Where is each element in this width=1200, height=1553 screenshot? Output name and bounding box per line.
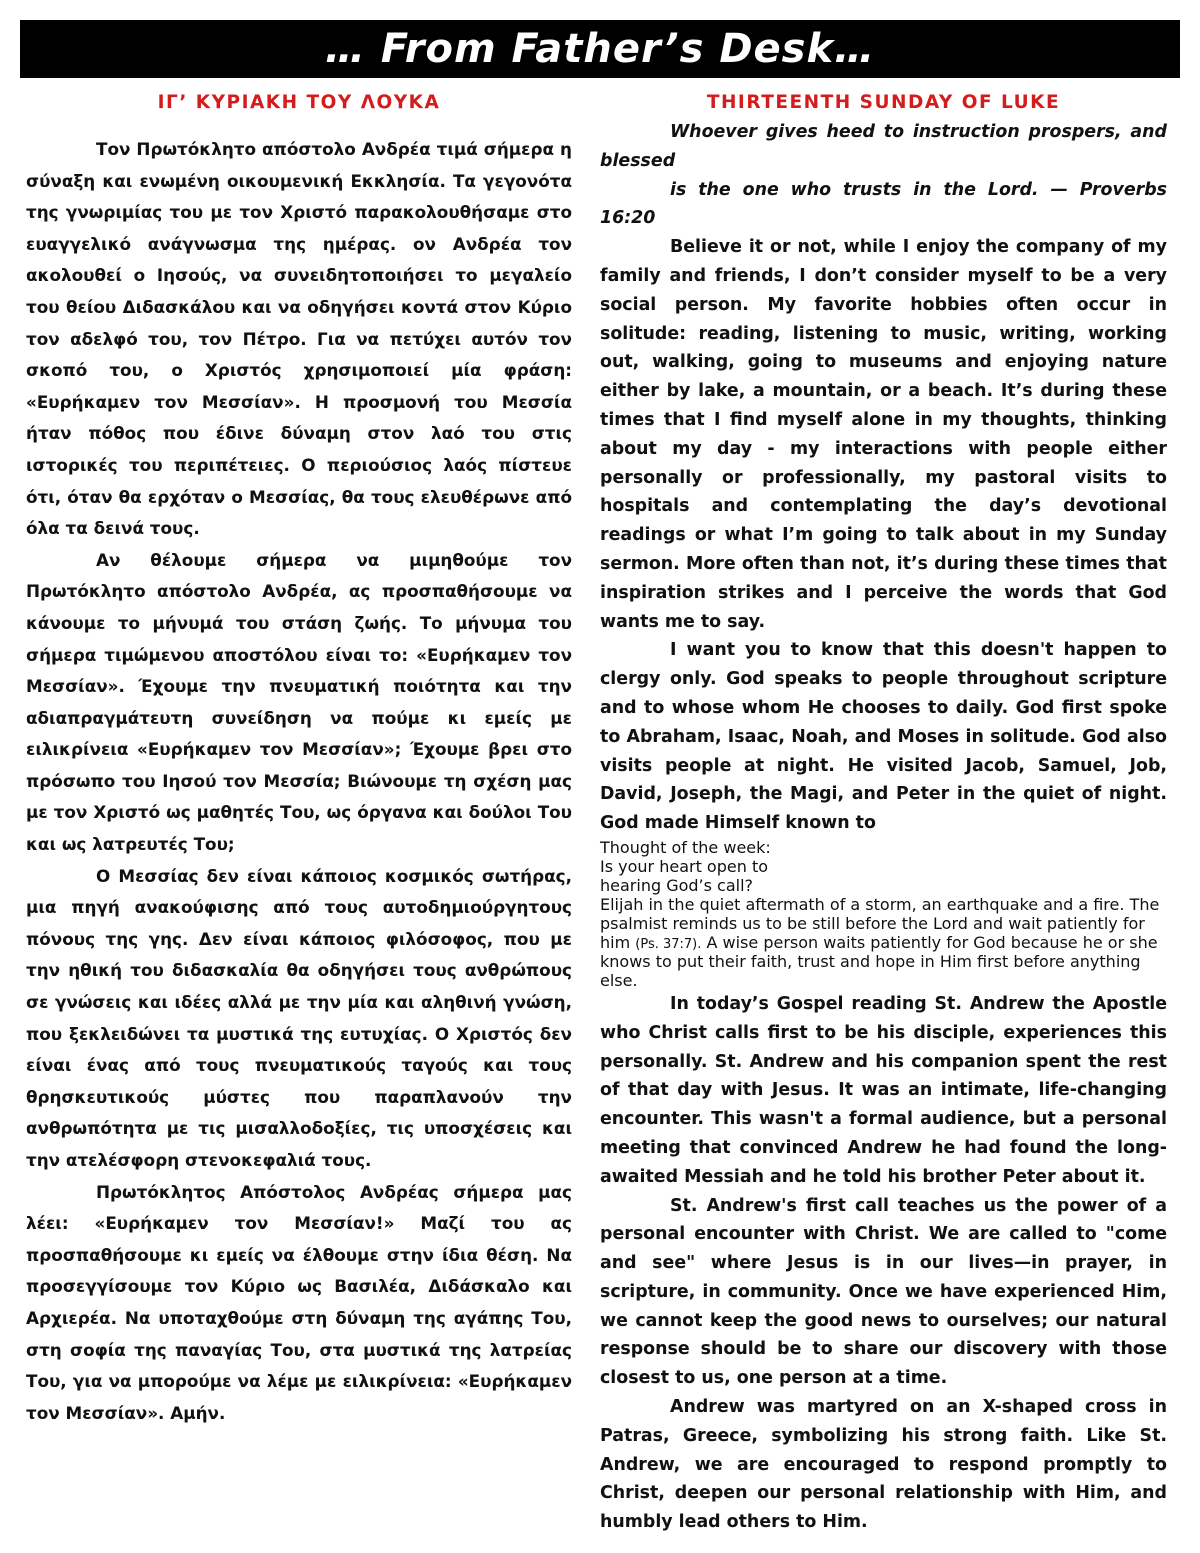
thought-line-3: hearing God’s call? bbox=[600, 875, 754, 895]
english-paragraph-2 bbox=[600, 636, 1167, 838]
scripture-quote-line-1: Whoever gives heed to instruction prospers, and blessed bbox=[600, 122, 1167, 171]
english-column bbox=[600, 84, 1167, 1537]
english-paragraph-1: Believe it or not, while I enjoy the company of my family and friends, I don’t consider myself to be a very social person. My favorite hobbies often occur in solitude: reading, listening to music, writing, working out, walking, going to museums and enjoying nature either by lake, a mountain, or a beach. It’s during these times that I find myself alone in my thoughts, thinking about my day - my interactions with people either personally or professionally, my pastoral visits to hospitals and contemplating the day’s devotional readings or what I’m going to talk about in my Sunday sermon. More often than not, it’s during these times that inspiration strikes and I perceive the words that God wants me to say. bbox=[600, 237, 1167, 632]
greek-paragraph-4: Πρωτόκλητος Απόστολος Ανδρέας σήμερα μας λέει: «Ευρήκαμεν τον Μεσσίαν!» Μαζί του ας προσπαθήσουμε κι εμείς να έλθουμε στην ίδια θέση. Να προσεγγίσουμε τον Κύριο ως Βασιλέα, Διδάσκαλο και Αρχιερέα. Να υποταχθούμε στη δύναμη της αγάπης Του, στη σοφία της παναγίας Του, στα μυστικά της λατρείας Του, για να μπορούμε να λέμε με ειλικρίνεια: «Ευρήκαμεν τον Μεσσίαν». Αμήν. bbox=[26, 1181, 572, 1423]
thought-line-2: Is your heart open to bbox=[600, 856, 769, 876]
scripture-quote-line-2: is the one who trusts in the Lord. — Proverbs 16:20 bbox=[600, 179, 1167, 229]
greek-column bbox=[26, 84, 572, 1429]
psalm-reference: (Ps. 37:7). bbox=[635, 936, 702, 952]
english-paragraph-5: Andrew was martyred on an X-shaped cross in Patras, Greece, symbolizing his strong faith. Like St. Andrew, we are encouraged to respond promptly to Christ, deepen our personal relationship with Him, and humbly lead others to Him. bbox=[600, 1397, 1167, 1533]
greek-paragraph-3: Ο Μεσσίας δεν είναι κάποιος κοσμικός σωτήρας, μια πηγή ανακούφισης από τους αυτοδημιούργητους πόνους της γης. Δεν είναι κάποιος φιλόσοφος, που με την ηθική του διδασκαλία θα οδηγήσει τους ανθρώπους σε γνώσεις και ιδέες αλλά με την μία και αληθινή γνώση, που ξεκλειδώνει τα μυστικά της ευτυχίας. Ο Χριστός δεν είναι ένας από τους πνευματικούς ταγούς και τους θρησκευτικούς μύστες που παραπλανούν την ανθρωπότητα με τις μισαλλοδοξίες, τις υποσχέσεις και την ατελέσφορη στενοκεφαλιά τους. bbox=[26, 865, 572, 1170]
greek-paragraph-1: Τον Πρωτόκλητο απόστολο Ανδρέα τιμά σήμερα η σύναξη και ενωμένη οικουμενική Εκκλησία. Τα γεγονότα της γνωριμίας του με τον Χριστό παρακολουθήσαμε στο ευαγγελικό ανάγνωσμα της ημέρας. ον Ανδρέα τον ακολουθεί ο Ιησούς, να συνειδητοποιήσει το μεγαλείο του θείου Διδασκάλου και να οδηγήσει κοντά στον Κύριο τον αδελφό του, τον Πέτρο. Για να πετύχει αυτόν τον σκοπό του, ο Χριστός χρησιμοποιεί μία φράση: «Ευρήκαμεν τον Μεσσίαν». Η προσμονή του Μεσσία ήταν πόθος που έδινε δύναμη στον λαό του στις ιστορικές του περιπέτειες. Ο περιούσιος λαός πίστευε ότι, όταν θα ερχόταν ο Μεσσίας, θα τους ελευθέρωνε από όλα τα δεινά τους. bbox=[26, 139, 572, 539]
paragraph-2-end: A wise person waits patiently for God because he or she knows to put their faith, trust and hope in Him first before anything else. bbox=[600, 932, 1158, 990]
english-paragraph-4: St. Andrew's first call teaches us the power of a personal encounter with Christ. We are called to "come and see" where Jesus is in our lives—in prayer, in scripture, in community. Once we have experienced Him, we cannot keep the good news to ourselves; our natural response should be to share our discovery with those closest to us, one person at a time. bbox=[600, 1195, 1167, 1389]
page-banner: … From Father’s Desk… bbox=[20, 20, 1180, 78]
english-paragraph-3: In today’s Gospel reading St. Andrew the Apostle who Christ calls first to be his disciple, experiences this personally. St. Andrew and his companion spent the rest of that day with Jesus. It was an intimate, life-changing encounter. This wasn't a formal audience, but a personal meeting that convinced Andrew he had found the long-awaited Messiah and he told his brother Peter about it. bbox=[600, 993, 1167, 1187]
greek-paragraph-2: Αν θέλουμε σήμερα να μιμηθούμε τον Πρωτόκλητο απόστολο Ανδρέα, ας προσπαθήσουμε να κάνουμε το μήνυμά του στάση ζωής. Το μήνυμα του σήμερα τιμώμενου αποστόλου είναι το: «Ευρήκαμεν τον Μεσσίαν». Έχουμε την πνευματική ποιότητα και την αδιαπραγμάτευτη συνείδηση να πούμε κι εμείς με ειλικρίνεια «Ευρήκαμεν τον Μεσσίαν»; Έχουμε βρει στο πρόσωπο του Ιησού τον Μεσσία; Βιώνουμε τη σχέση μας με τον Χριστό ως μαθητές Του, ως όργανα και δούλοι Του και ως λατρευτές Του; bbox=[26, 549, 572, 855]
thought-title: Thought of the week: bbox=[600, 837, 771, 857]
paragraph-2-continued: Elijah in the quiet aftermath of a storm, an earthquake and a fire. The psalmist reminds us to be still before the Lord and wait patiently for him bbox=[600, 894, 1160, 952]
english-heading: THIRTEENTH SUNDAY OF LUKE bbox=[706, 92, 1061, 113]
paragraph-2-start: I want you to know that this doesn't happen to clergy only. God speaks to people throughout scripture and to whose whom He chooses to daily. God first spoke to Abraham, Isaac, Noah, and Moses in solitude. God also visits people at night. He visited Jacob, Samuel, Job, David, Joseph, the Magi, and Peter in the quiet of night. God made Himself known to bbox=[600, 640, 1167, 834]
greek-heading: ΙΓ’ ΚΥΡΙΑΚΗ ΤΟΥ ΛΟΥΚΑ bbox=[157, 92, 441, 113]
